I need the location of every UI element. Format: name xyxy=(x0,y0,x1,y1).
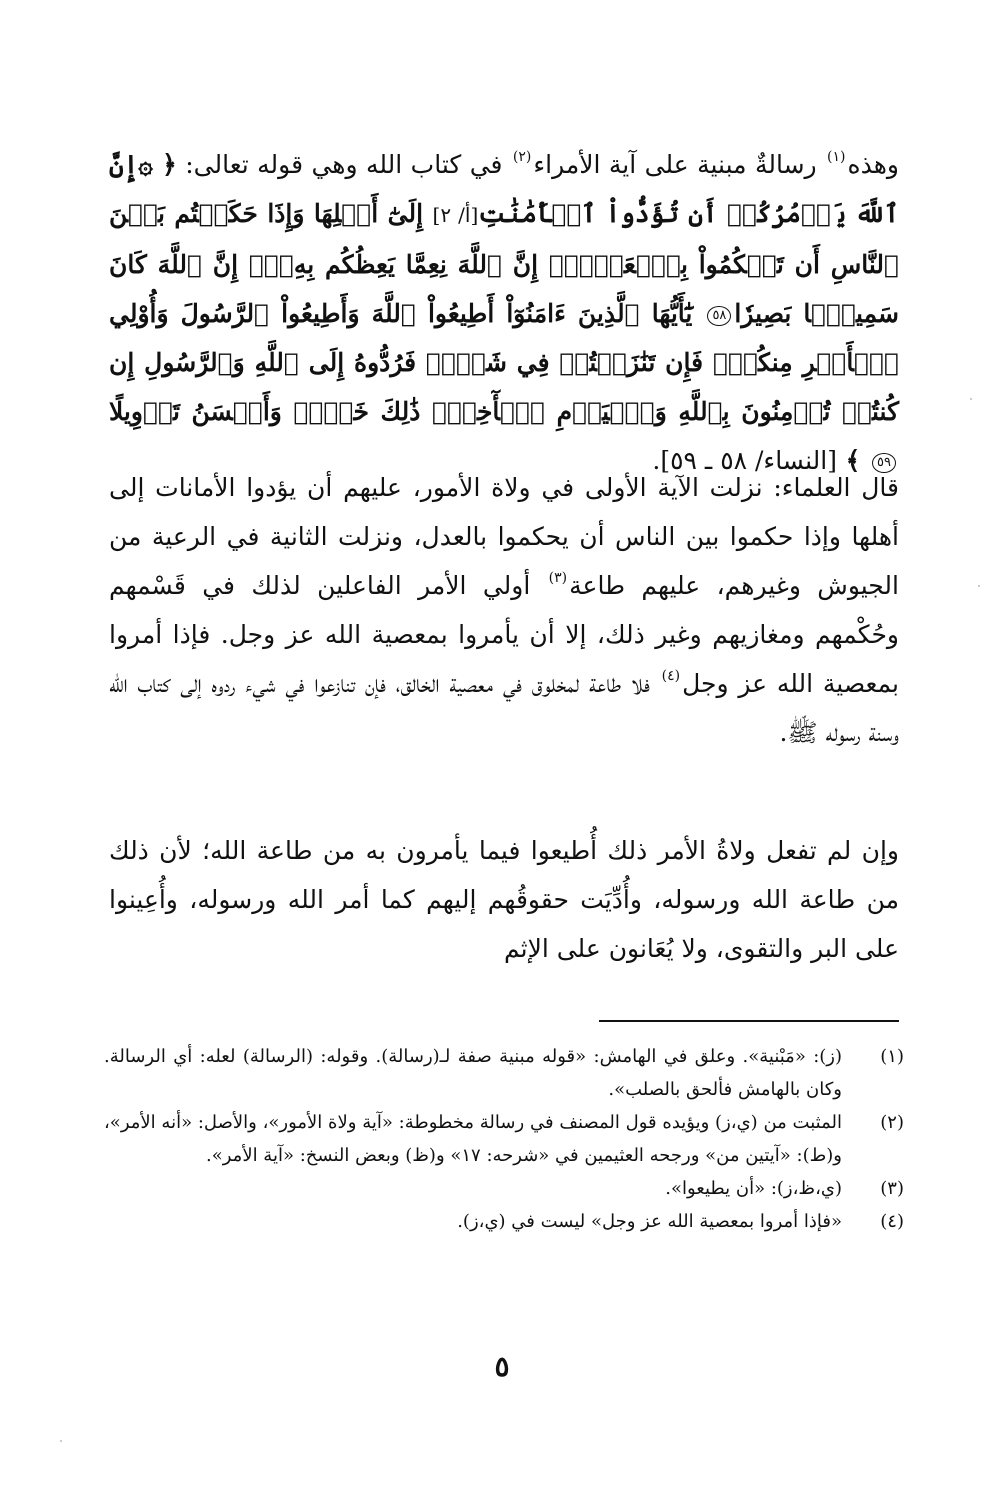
footnote-2 xyxy=(104,1106,904,1172)
footnote-number: (٤) xyxy=(880,1211,904,1232)
quran-verse-b: إِلَىٰٓ أَهۡلِهَا وَإِذَا حَكَمۡتُم بَيۡنَ ٱلنَّاسِ أَن تَحۡكُمُواْ بِٱلۡعَدۡلِۚ إِنَّ ٱللَّهَ نِعِمَّا يَعِظُكُم بِهِۦٓۗ إِنَّ ٱللَّهَ كَانَ سَمِيعَۢا بَصِيرٗا xyxy=(109,199,899,328)
scan-speck xyxy=(60,1440,62,1442)
footnote-ref-3[interactable]: (٣) xyxy=(548,570,568,586)
footnote-ref-1[interactable]: (١) xyxy=(827,149,846,165)
ayah-number-59: ٥٩ xyxy=(872,453,896,473)
footnote-number: (٢) xyxy=(880,1112,904,1133)
scholars-text-c: فلا طاعة لمخلوق في معصية الخالق، فإن تنازعوا في شيء ردوه إلى كتاب الله وسنة رسوله ﷺ. xyxy=(109,669,899,747)
obedience-text: وإن لم تفعل ولاةُ الأمر ذلك أُطيعوا فيما يأمرون به من طاعة الله؛ لأن ذلك من طاعة الله ورسوله، وأُدِّيَت حقوقُهم إليهم كما أمر الله ورسوله، وأُعِينوا على البر والتقوى، ولا يُعَانون على الإثم xyxy=(109,836,899,963)
footnote-4 xyxy=(104,1205,904,1238)
paragraph-obedience xyxy=(109,826,899,973)
page-number: ٥ xyxy=(494,1350,510,1383)
footnote-text: (ز): «مَبْنية». وعلق في الهامش: «قوله مبنية صفة لـ(رسالة). وقوله: (الرسالة) لعله: أي الرسالة. وكان بالهامش فألحق بالصلب». xyxy=(104,1046,842,1100)
surah-citation: [النساء/ ٥٨ ـ ٥٩]. xyxy=(652,446,837,475)
quran-verse-a: ﴿ ۞إِنَّ ٱللَّهَ يَأۡمُرُكُمۡ أَن تُؤَدُّواْ ٱلۡأَمَٰنَٰتِ xyxy=(109,150,899,228)
footnote-3 xyxy=(104,1172,904,1205)
footnote-1 xyxy=(104,1040,904,1106)
intro-tail: في كتاب الله وهي قوله تعالى: xyxy=(176,150,511,179)
footnote-text: (ي،ظ،ز): «أن يطيعوا». xyxy=(665,1178,842,1199)
intro-mid: رسالةٌ مبنية على آية الأمراء xyxy=(533,150,826,179)
scan-speck xyxy=(978,585,980,587)
footnote-ref-2[interactable]: (٢) xyxy=(512,149,532,165)
footnote-number: (٣) xyxy=(880,1178,904,1199)
manuscript-page-ref: [أ/ ٢] xyxy=(432,203,479,227)
intro-lead: وهذه xyxy=(847,150,899,179)
footnote-divider xyxy=(599,1020,899,1022)
scholars-text-a: قال العلماء: نزلت الآية الأولى في ولاة الأمور، عليهم أن يؤدوا الأمانات إلى أهلها وإذا حكموا بين الناس أن يحكموا بالعدل، ونزلت الثانية في الرعية من الجيوش وغيرهم، عليهم طاعة xyxy=(109,473,899,600)
footnote-number: (١) xyxy=(880,1046,904,1067)
footnotes-section xyxy=(104,1040,904,1238)
paragraph-intro xyxy=(109,140,899,485)
footnote-text: المثبت من (ي،ز) ويؤيده قول المصنف في رسالة مخطوطة: «آية ولاة الأمور»، والأصل: «أنه الأمر»، و(ط): «آيتين من» ورجحه العثيمين في «شرحه: ١٧» و(ظ) وبعض النسخ: «آية الأمر». xyxy=(104,1112,842,1166)
paragraph-scholars xyxy=(109,463,899,757)
quran-close-bracket: ﴾ xyxy=(836,446,870,475)
ayah-number-58: ٥٨ xyxy=(707,306,731,326)
quran-verse-c: يَٰٓأَيُّهَا ٱلَّذِينَ ءَامَنُوٓاْ أَطِيعُواْ ٱللَّهَ وَأَطِيعُواْ ٱلرَّسُولَ وَأُوْلِي ٱلۡأَمۡرِ مِنكُمۡۖ فَإِن تَنَٰزَعۡتُمۡ فِي شَيۡءٖ فَرُدُّوهُ إِلَى ٱللَّهِ وَٱلرَّسُولِ إِن كُنتُمۡ تُؤۡمِنُونَ بِٱللَّهِ وَٱلۡيَوۡمِ ٱلۡأٓخِرِۚ ذَٰلِكَ خَيۡرٞ وَأَحۡسَنُ تَأۡوِيلًا xyxy=(109,299,899,426)
footnote-ref-4[interactable]: (٤) xyxy=(661,668,681,684)
footnote-text: «فإذا أمروا بمعصية الله عز وجل» ليست في (ي،ز). xyxy=(457,1211,842,1232)
scan-speck xyxy=(970,398,972,400)
scholars-text-b: أولي الأمر الفاعلين لذلك في قَسْمهم وحُكْمهم ومغازيهم وغير ذلك، إلا أن يأمروا بمعصية الله عز وجل. فإذا أمروا بمعصية الله عز وجل xyxy=(109,571,899,698)
